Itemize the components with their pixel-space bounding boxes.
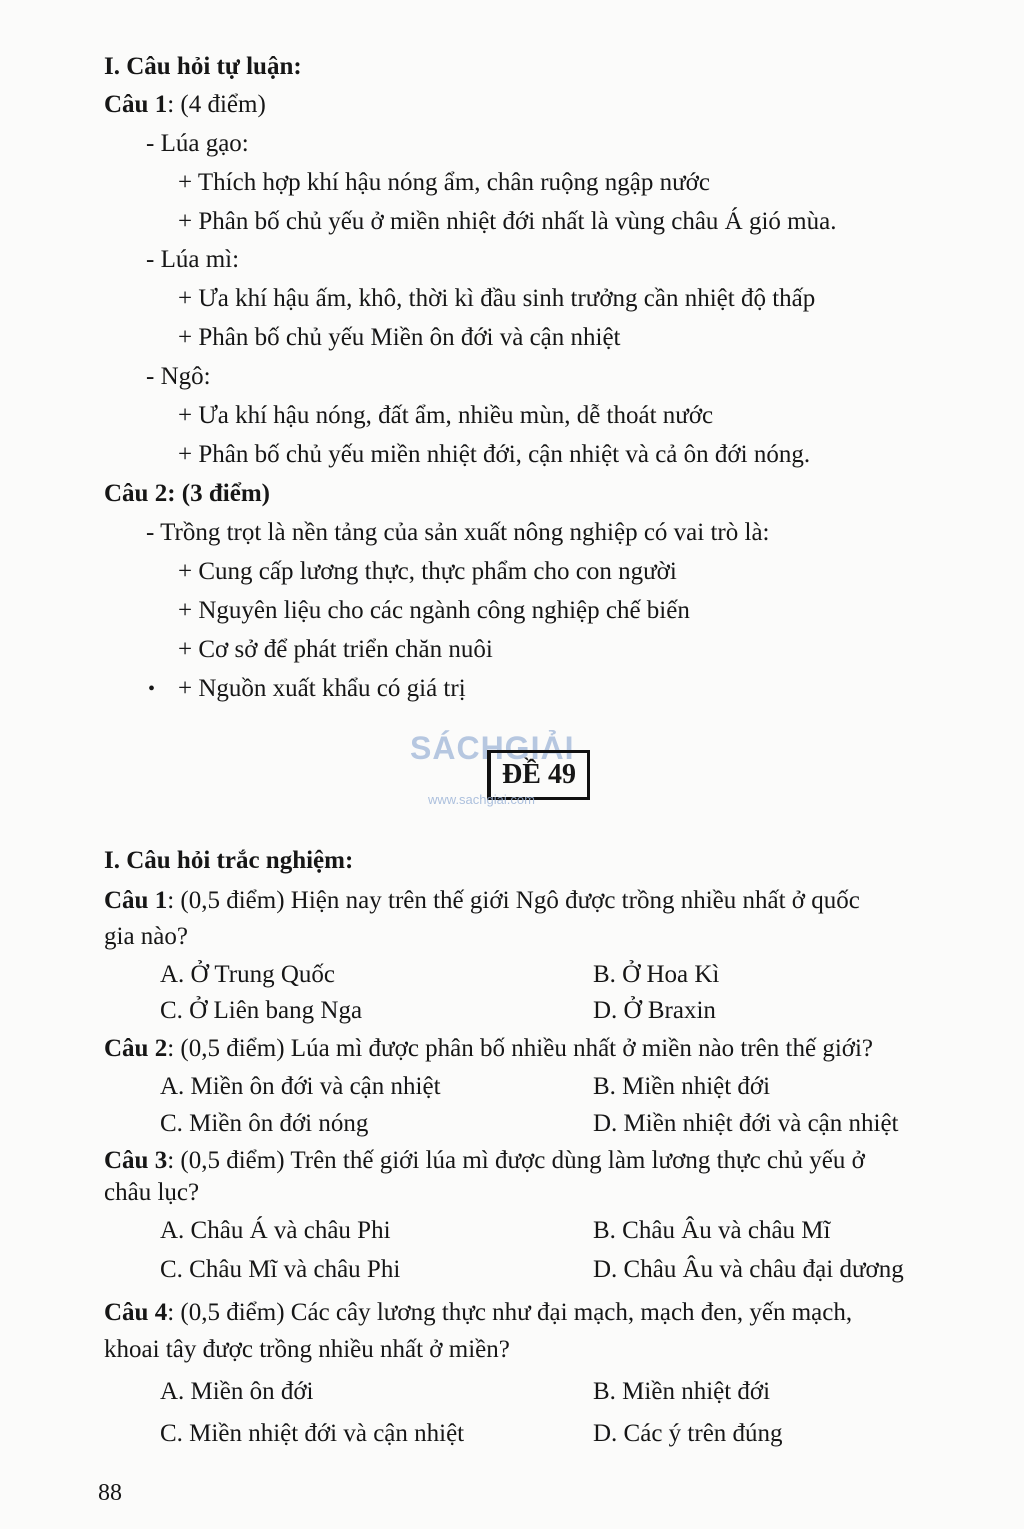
mcq-q3-option-c: C. Châu Mĩ và châu Phi <box>160 1256 401 1283</box>
q2-label: Câu 2 <box>104 480 168 507</box>
mcq-q2-label: Câu 2 <box>104 1035 168 1062</box>
mcq-q2-option-a: A. Miền ôn đới và cận nhiệt <box>160 1073 441 1100</box>
mcq-q2-option-d: D. Miền nhiệt đới và cận nhiệt <box>593 1110 899 1137</box>
q2-item-4: + Nguồn xuất khẩu có giá trị <box>178 675 466 702</box>
mcq-q1-text-cont: gia nào? <box>104 923 188 950</box>
bullet-dot: • <box>148 678 156 700</box>
mcq-q3-option-b: B. Châu Âu và châu Mĩ <box>593 1217 831 1244</box>
mcq-q1-option-d: D. Ở Braxin <box>593 997 716 1024</box>
mcq-q4 <box>104 1298 852 1328</box>
mcq-q1-text: : (0,5 điểm) Hiện nay trên thế giới Ngô được trồng nhiều nhất ở quốc <box>167 887 860 914</box>
q1-points: : (4 điểm) <box>167 91 266 118</box>
mcq-q1-option-b: B. Ở Hoa Kì <box>593 961 720 988</box>
mcq-q4-option-b: B. Miền nhiệt đới <box>593 1378 771 1405</box>
q2-item-1: + Cung cấp lương thực, thực phẩm cho con người <box>178 558 677 585</box>
mcq-q3 <box>104 1146 865 1176</box>
mcq-q4-option-d: D. Các ý trên đúng <box>593 1420 783 1447</box>
mcq-q1-label: Câu 1 <box>104 887 168 914</box>
q2-intro: - Trồng trọt là nền tảng của sản xuất nông nghiệp có vai trò là: <box>146 519 770 546</box>
corn-item-2: + Phân bố chủ yếu miền nhiệt đới, cận nhiệt và cả ôn đới nóng. <box>178 441 811 468</box>
wheat-title: - Lúa mì: <box>146 246 240 273</box>
rice-item-1: + Thích hợp khí hậu nóng ẩm, chân ruộng ngập nước <box>178 169 710 196</box>
mcq-q3-option-d: D. Châu Âu và châu đại dương <box>593 1256 904 1283</box>
exam-title: ĐỀ 49 <box>487 750 590 800</box>
rice-title: - Lúa gạo: <box>146 130 249 157</box>
mcq-q4-text: : (0,5 điểm) Các cây lương thực như đại mạch, mạch đen, yến mạch, <box>167 1299 853 1326</box>
essay-heading: I. Câu hỏi tự luận: <box>104 53 302 80</box>
q2-item-3: + Cơ sở để phát triển chăn nuôi <box>178 636 493 663</box>
mcq-q3-option-a: A. Châu Á và châu Phi <box>160 1217 391 1244</box>
mcq-q2-text: : (0,5 điểm) Lúa mì được phân bố nhiều nhất ở miền nào trên thế giới? <box>167 1035 874 1062</box>
watermark-url: www.sachgiai.com <box>428 792 535 807</box>
mcq-q1 <box>104 886 860 916</box>
q1-heading <box>104 90 266 120</box>
mcq-q2-option-c: C. Miền ôn đới nóng <box>160 1110 369 1137</box>
mcq-q3-text: : (0,5 điểm) Trên thế giới lúa mì được dùng làm lương thực chủ yếu ở <box>167 1147 865 1174</box>
mcq-heading: I. Câu hỏi trắc nghiệm: <box>104 847 354 874</box>
page-number: 88 <box>98 1480 122 1506</box>
mcq-q1-option-a: A. Ở Trung Quốc <box>160 961 336 988</box>
q2-heading <box>104 479 270 509</box>
mcq-q3-text-cont: châu lục? <box>104 1179 200 1206</box>
corn-item-1: + Ưa khí hậu nóng, đất ẩm, nhiều mùn, dễ thoát nước <box>178 402 714 429</box>
mcq-q4-text-cont: khoai tây được trồng nhiều nhất ở miền? <box>104 1336 510 1363</box>
wheat-item-2: + Phân bố chủ yếu Miền ôn đới và cận nhiệt <box>178 324 621 351</box>
mcq-q2 <box>104 1034 873 1064</box>
mcq-q4-option-a: A. Miền ôn đới <box>160 1378 314 1405</box>
q2-points: : (3 điểm) <box>167 480 270 507</box>
wheat-item-1: + Ưa khí hậu ấm, khô, thời kì đầu sinh trưởng cần nhiệt độ thấp <box>178 285 816 312</box>
mcq-q3-label: Câu 3 <box>104 1147 168 1174</box>
mcq-q1-option-c: C. Ở Liên bang Nga <box>160 997 363 1024</box>
mcq-q4-label: Câu 4 <box>104 1299 168 1326</box>
mcq-q2-option-b: B. Miền nhiệt đới <box>593 1073 771 1100</box>
mcq-q4-option-c: C. Miền nhiệt đới và cận nhiệt <box>160 1420 465 1447</box>
corn-title: - Ngô: <box>146 363 211 390</box>
q1-label: Câu 1 <box>104 91 168 118</box>
watermark-logo: SÁCHGIẢI <box>410 730 575 766</box>
q2-item-2: + Nguyên liệu cho các ngành công nghiệp chế biến <box>178 597 690 624</box>
rice-item-2: + Phân bố chủ yếu ở miền nhiệt đới nhất là vùng châu Á gió mùa. <box>178 208 837 235</box>
